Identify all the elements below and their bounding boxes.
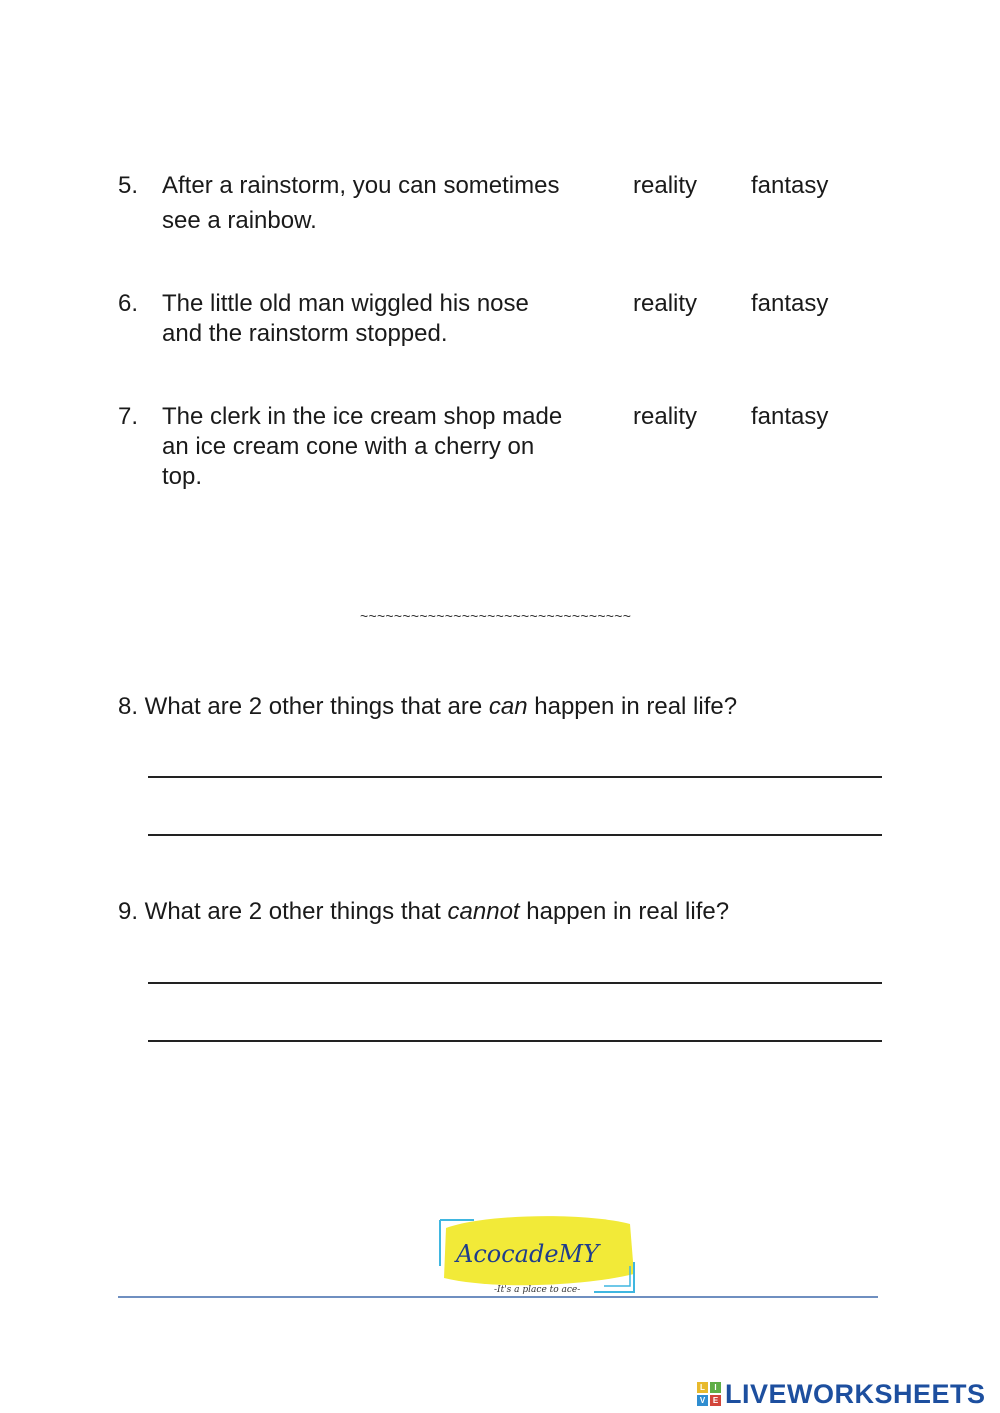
statement-line: The little old man wiggled his nose [162,290,529,317]
statement-line: an ice cream cone with a cherry on [162,433,535,460]
statement-line: After a rainstorm, you can sometimes [162,172,560,199]
brand-mark-letter: E [710,1395,721,1406]
logo-tagline: -It's a place to ace- [494,1285,581,1295]
prompt-text: 9. What are 2 other things that [118,898,448,925]
tilde-divider: ~~~~~~~~~~~~~~~~~~~~~~~~~~~~~~~~ [360,608,632,624]
prompt-emphasis: can [488,693,528,720]
liveworksheets-icon [697,1382,721,1406]
question-number: 7. [118,403,139,430]
prompt-text: happen in real life? [527,693,738,720]
option-fantasy[interactable]: fantasy [751,172,829,199]
statement-line: top. [162,463,203,490]
question-number: 5. [118,172,139,199]
option-reality[interactable]: reality [633,403,698,430]
question-number: 6. [118,290,139,317]
brand-mark-letter: I [710,1382,721,1393]
answer-line-8b[interactable] [148,834,882,836]
brand-mark-letter: L [697,1382,708,1393]
footer-rule [118,1296,878,1298]
answer-line-9a[interactable] [148,982,882,984]
brand-mark-letter: V [697,1395,708,1406]
option-fantasy[interactable]: fantasy [751,403,829,430]
prompt-text: happen in real life? [519,898,730,925]
question-9-prompt [118,897,729,927]
question-8-prompt [118,692,737,722]
option-reality[interactable]: reality [633,172,698,199]
statement-line: see a rainbow. [162,207,317,234]
answer-line-9b[interactable] [148,1040,882,1042]
brand-name: LIVEWORKSHEETS [725,1378,986,1409]
acocademy-logo [434,1206,642,1298]
prompt-emphasis: cannot [447,898,520,925]
logo-wordmark: AcocadeMY [456,1240,599,1268]
option-fantasy[interactable]: fantasy [751,290,829,317]
prompt-text: 8. What are 2 other things that are [118,693,489,720]
logo-graphic [434,1206,642,1298]
liveworksheets-brand[interactable] [697,1377,986,1411]
statement-line: and the rainstorm stopped. [162,320,448,347]
statement-line: The clerk in the ice cream shop made [162,403,563,430]
option-reality[interactable]: reality [633,290,698,317]
answer-line-8a[interactable] [148,776,882,778]
